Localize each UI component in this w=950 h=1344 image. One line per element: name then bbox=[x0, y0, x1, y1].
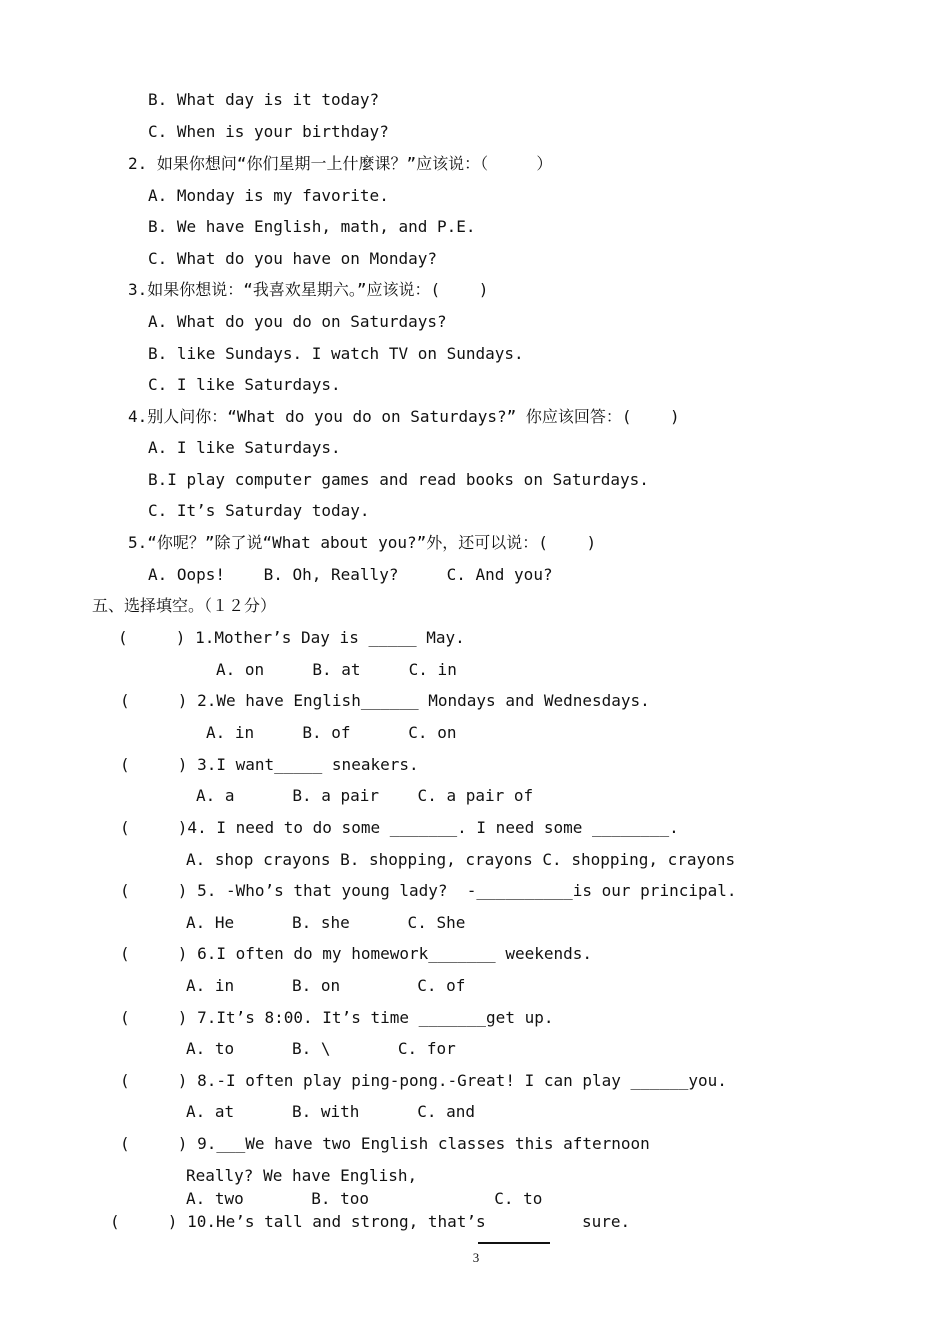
q4-item2-option-c: C. What do you have on Monday? bbox=[148, 249, 437, 268]
q4-item3-option-b: B. like Sundays. I watch TV on Sundays. bbox=[148, 344, 524, 363]
s5-q9-options: A. two B. too C. to bbox=[186, 1189, 543, 1208]
s5-q9-stem: ( ) 9.___We have two English classes this afternoon bbox=[120, 1134, 650, 1153]
s5-q1-stem: ( ) 1.Mother’s Day is _____ May. bbox=[118, 628, 465, 647]
q4-item3-option-c: C. I like Saturdays. bbox=[148, 375, 341, 394]
q4-item4-option-a: A. I like Saturdays. bbox=[148, 438, 341, 457]
q4-item3-stem: 3.如果你想说：“我喜欢星期六。”应该说：( ) bbox=[128, 280, 489, 299]
page-number: 3 bbox=[472, 1250, 480, 1265]
q4-item1-option-c: C. When is your birthday? bbox=[148, 122, 389, 141]
s5-q9-line2: Really? We have English, bbox=[186, 1166, 418, 1185]
s5-q7-stem: ( ) 7.It’s 8:00. It’s time _______get up. bbox=[120, 1008, 554, 1027]
q4-item1-option-b: B. What day is it today? bbox=[148, 90, 380, 109]
q4-item2-option-b: B. We have English, math, and P.E. bbox=[148, 217, 476, 236]
q4-item2-option-a: A. Monday is my favorite. bbox=[148, 186, 389, 205]
s5-q6-options: A. in B. on C. of bbox=[186, 976, 466, 995]
s5-q8-options: A. at B. with C. and bbox=[186, 1102, 475, 1121]
q4-item5-options: A. Oops! B. Oh, Really? C. And you? bbox=[148, 565, 553, 584]
s5-q10-stem: ( ) 10.He’s tall and strong, that’s sure. bbox=[110, 1212, 631, 1231]
s5-q7-options: A. to B. \ C. for bbox=[186, 1039, 456, 1058]
s5-q2-stem: ( ) 2.We have English______ Mondays and Wednesdays. bbox=[120, 691, 650, 710]
s5-q5-options: A. He B. she C. She bbox=[186, 913, 466, 932]
s5-q4-stem: ( )4. I need to do some _______. I need some ________. bbox=[120, 818, 679, 837]
s5-q4-options: A. shop crayons B. shopping, crayons C. shopping, crayons bbox=[186, 850, 736, 869]
s5-q6-stem: ( ) 6.I often do my homework_______ weekends. bbox=[120, 944, 593, 963]
q4-item2-stem: 2. 如果你想问“你们星期一上什麼课？”应该说：（ ） bbox=[128, 154, 553, 173]
q4-item5-stem: 5.“你呢？”除了说“What about you?”外，还可以说：( ) bbox=[128, 533, 597, 552]
q4-item4-option-b: B.I play computer games and read books on Saturdays. bbox=[148, 470, 649, 489]
q4-item3-option-a: A. What do you do on Saturdays? bbox=[148, 312, 447, 331]
q4-item4-option-c: C. It’s Saturday today. bbox=[148, 501, 370, 520]
s5-q3-options: A. a B. a pair C. a pair of bbox=[196, 786, 534, 805]
s5-q2-options: A. in B. of C. on bbox=[206, 723, 457, 742]
s5-q1-options: A. on B. at C. in bbox=[216, 660, 457, 679]
s5-q8-stem: ( ) 8.-I often play ping-pong.-Great! I can play ______you. bbox=[120, 1071, 727, 1090]
s5-q5-stem: ( ) 5. -Who’s that young lady? -__________is our principal. bbox=[120, 881, 737, 900]
section5-title: 五、选择填空。（１２分） bbox=[92, 596, 277, 615]
q4-item4-stem: 4.别人问你：“What do you do on Saturdays?” 你应该回答：( ) bbox=[128, 407, 680, 426]
footer-rule bbox=[478, 1242, 550, 1244]
s5-q3-stem: ( ) 3.I want_____ sneakers. bbox=[120, 755, 419, 774]
